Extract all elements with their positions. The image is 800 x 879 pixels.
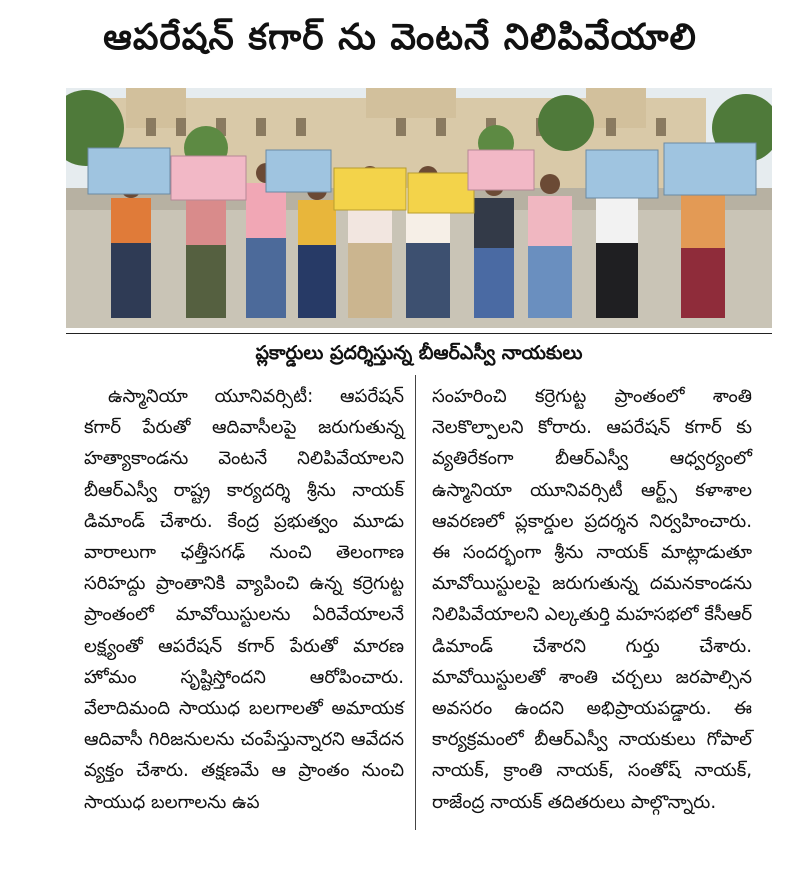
column-divider	[415, 375, 416, 830]
headline: ఆపరేషన్ కగార్ ను వెంటనే నిలిపివేయాలి	[103, 17, 697, 58]
protest-photo-illustration	[66, 88, 772, 328]
article-body-right-column: సంహరించి కర్రెగుట్ట ప్రాంతంలో శాంతి నెలకొల్పాలని కోరారు. ఆపరేషన్ కగార్ కు వ్యతిరేకంగా బీఆర్ఎస్వీ ఆధ్వర్యంలో ఉస్మానియా యూనివర్సిటీ ఆర్ట్స్ కళాశాల ఆవరణలో ప్లకార్డుల ప్రదర్శన నిర్వహించారు. ఈ సందర్భంగా శ్రీను నాయక్ మాట్లాడుతూ మావోయిస్టులపై జరుగుతున్న దమనకాండను నిలిపివేయాలని ఎల్కతుర్తి మహసభలో కేసీఆర్ డిమాండ్ చేశారని గుర్తు చేశారు. మావోయిస్టులతో శాంతి చర్చలు జరపాల్సిన అవసరం ఉందని అభిప్రాయపడ్డారు. ఈ కార్యక్రమంలో బీఆర్ఎస్వీ నాయకులు గోపాల్ నాయక్, క్రాంతి నాయక్, సంతోష్ నాయక్, రాజేంద్ర నాయక్ తదితరులు పాల్గొన్నారు.	[432, 386, 752, 813]
article-body-left-column: ఉస్మానియా యూనివర్సిటీ: ఆపరేషన్ కగార్ పేరుతో ఆదివాసీలపై జరుగుతున్న హత్యాకాండను వెంటనే నిలిపివేయాలని బీఆర్ఎస్వీ రాష్ట్ర కార్యదర్శి శ్రీను నాయక్ డిమాండ్ చేశారు. కేంద్ర ప్రభుత్వం మూడు వారాలుగా ఛత్తీసగఢ్ నుంచి తెలంగాణ సరిహద్దు ప్రాంతానికి వ్యాపించి ఉన్న కర్రెగుట్ట ప్రాంతంలో మావోయిస్టులను ఏరివేయాలనే లక్ష్యంతో ఆపరేషన్ కగార్ పేరుతో మారణ హోమం సృష్టిస్తోందని ఆరోపించారు. వేలాదిమంది సాయుధ బలగాలతో అమాయక ఆదివాసీ గిరిజనులను చంపేస్తున్నారని ఆవేదన వ్యక్తం చేశారు. తక్షణమే ఆ ప్రాంతం నుంచి సాయుధ బలగాలను ఉప	[84, 386, 404, 813]
caption-rule	[66, 333, 772, 334]
news-photo	[66, 88, 772, 328]
photo-caption: ప్లకార్డులు ప్రదర్శిస్తున్న బీఆర్ఎస్వీ నాయకులు	[255, 342, 583, 364]
